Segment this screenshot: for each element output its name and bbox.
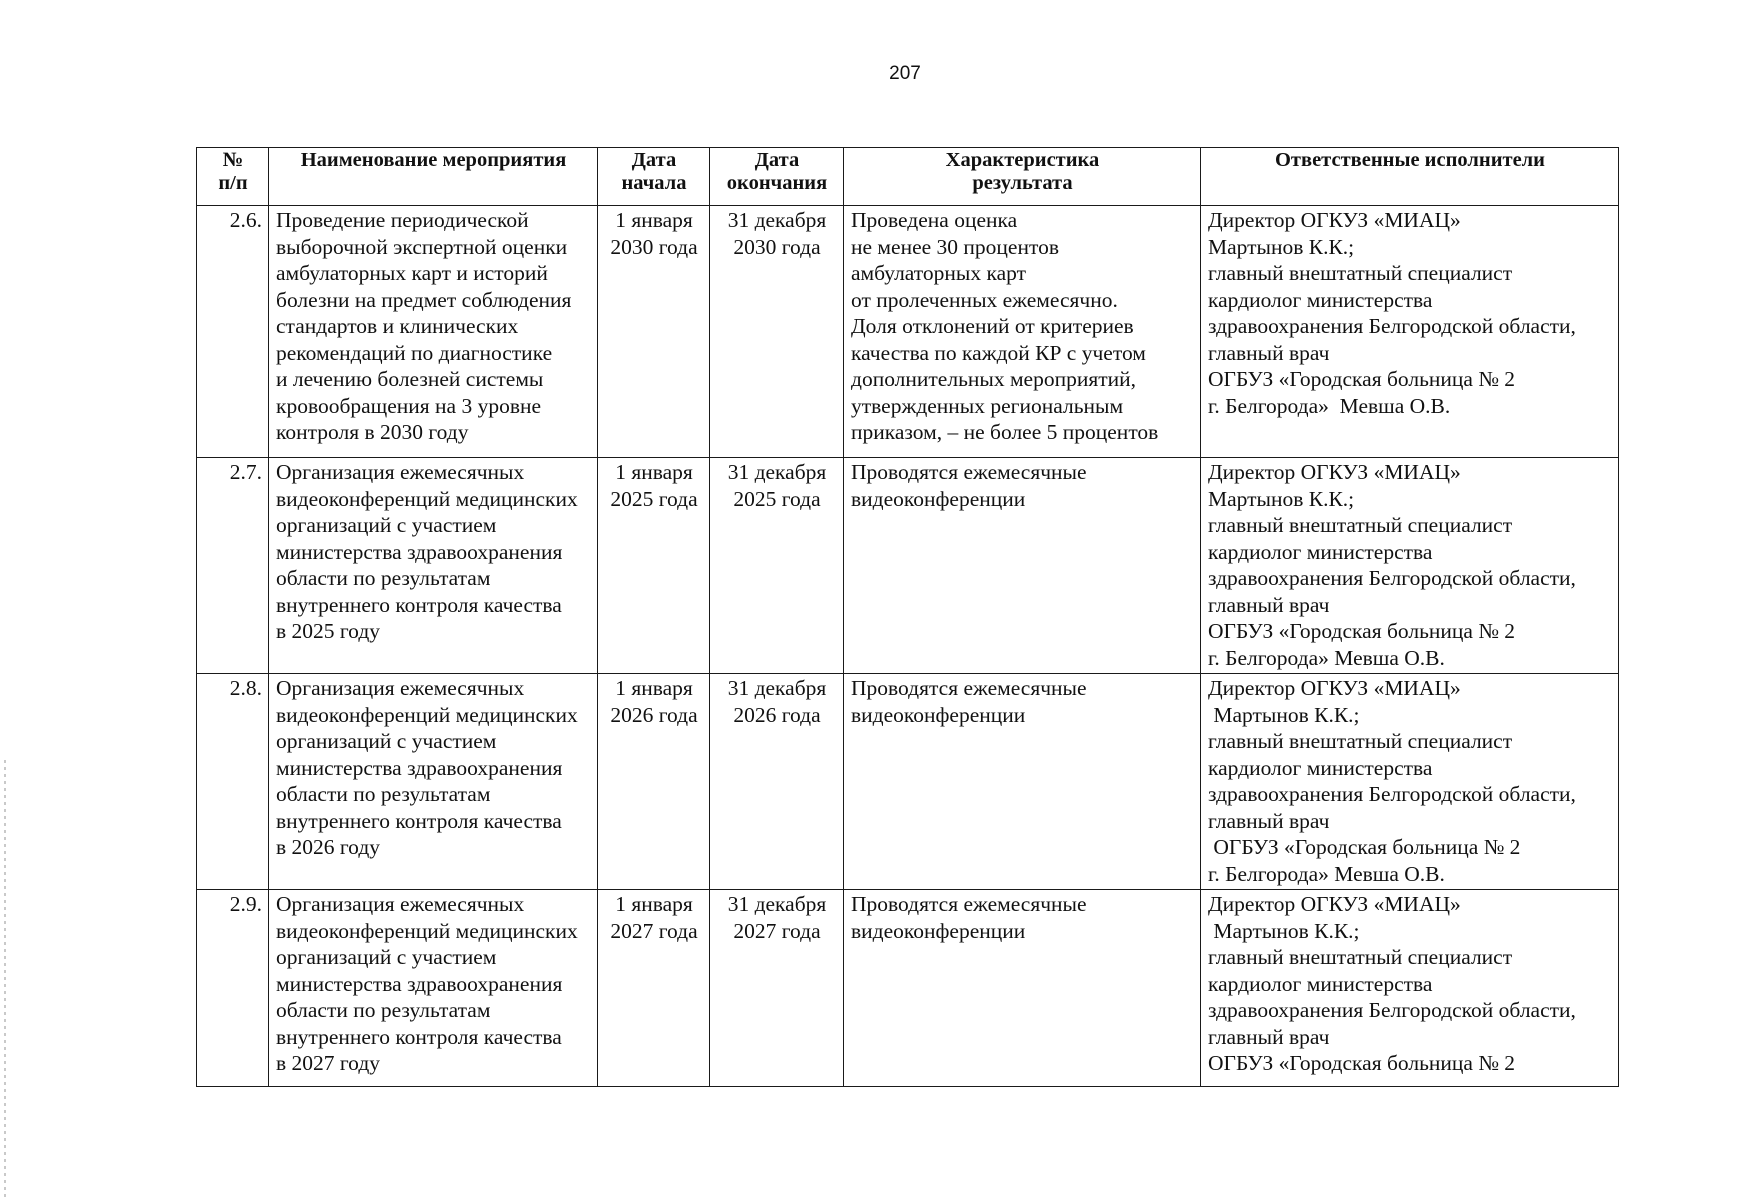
text-line: организаций с участием (276, 513, 497, 537)
text-line: качества по каждой КР с учетом (851, 340, 1146, 365)
row-number: 2.9. (197, 890, 269, 1087)
activity-name-cell (269, 674, 598, 890)
header-activity-name (269, 148, 598, 206)
text-line: № (222, 149, 244, 171)
text-line: Характеристика (945, 149, 1100, 171)
text-line: приказом, – не более 5 процентов (851, 420, 1159, 444)
end-date-cell (710, 206, 844, 458)
text-line: г. Белгорода» Мевша О.В. (1208, 861, 1445, 886)
text-line: внутреннего контроля качества (276, 592, 562, 617)
text-line: Директор ОГКУЗ «МИАЦ» (1208, 460, 1461, 484)
activity-name-cell (269, 206, 598, 458)
responsible-cell (1201, 206, 1619, 458)
text-line: 2026 года (733, 702, 821, 727)
text-line: видеоконференции (851, 918, 1026, 943)
text-line: 2025 года (733, 486, 821, 511)
text-line: главный врач (1208, 1024, 1330, 1049)
table-header-row (197, 148, 1619, 206)
text-line: Проводятся ежемесячные (851, 892, 1087, 916)
text-line: Ответственные исполнители (1274, 149, 1545, 171)
text-line: 1 января (615, 676, 693, 700)
text-line: Организация ежемесячных (276, 460, 525, 484)
responsible-cell (1201, 890, 1619, 1087)
text-line: Проведение периодической (276, 208, 529, 232)
text-line: Мартынов К.К.; (1208, 234, 1355, 259)
text-line: главный врач (1208, 592, 1330, 617)
text-line: 2027 года (610, 918, 698, 943)
text-line: рекомендаций по диагностике (276, 340, 553, 365)
text-line: 2025 года (610, 486, 698, 511)
text-line: в 2026 году (276, 835, 381, 859)
text-line: 31 декабря (727, 208, 827, 232)
text-line: начала (621, 172, 687, 194)
text-line: министерства здравоохранения (276, 539, 563, 564)
text-line: болезни на предмет соблюдения (276, 287, 572, 312)
text-line: не менее 30 процентов (851, 234, 1059, 259)
text-line: выборочной экспертной оценки (276, 234, 568, 259)
text-line: Директор ОГКУЗ «МИАЦ» (1208, 676, 1461, 700)
text-line: здравоохранения Белгородской области, (1208, 566, 1576, 590)
text-line: амбулаторных карт (851, 261, 1027, 285)
text-line: Мартынов К.К.; (1208, 918, 1360, 943)
text-line: ОГБУЗ «Городская больница № 2 (1208, 619, 1515, 643)
text-line: 31 декабря (727, 460, 827, 484)
text-line: Проводятся ежемесячные (851, 460, 1087, 484)
text-line: г. Белгорода» Мевша О.В. (1208, 393, 1451, 418)
text-line: 1 января (615, 208, 693, 232)
text-line: кардиолог министерства (1208, 539, 1433, 564)
text-line: г. Белгорода» Мевша О.В. (1208, 645, 1445, 670)
header-responsible (1201, 148, 1619, 206)
text-line: ОГБУЗ «Городская больница № 2 (1208, 367, 1515, 391)
header-start-date (598, 148, 710, 206)
text-line: Директор ОГКУЗ «МИАЦ» (1208, 892, 1461, 916)
end-date-cell (710, 458, 844, 674)
text-line: здравоохранения Белгородской области, (1208, 998, 1576, 1022)
text-line: Наименование мероприятия (300, 149, 567, 171)
header-result (844, 148, 1201, 206)
table-row (197, 674, 1619, 890)
text-line: и лечению болезней системы (276, 367, 544, 391)
header-end-date (710, 148, 844, 206)
text-line: в 2027 году (276, 1051, 381, 1075)
text-line: ОГБУЗ «Городская больница № 2 (1208, 1051, 1515, 1075)
text-line: организаций с участием (276, 729, 497, 753)
start-date-cell (598, 890, 710, 1087)
text-line: здравоохранения Белгородской области, (1208, 314, 1576, 338)
text-line: окончания (726, 172, 828, 194)
start-date-cell (598, 206, 710, 458)
text-line: дополнительных мероприятий, (851, 367, 1137, 391)
text-line: министерства здравоохранения (276, 755, 563, 780)
text-line: Организация ежемесячных (276, 892, 525, 916)
text-line: кардиолог министерства (1208, 755, 1433, 780)
text-line: видеоконференций медицинских (276, 486, 578, 511)
result-cell (844, 458, 1201, 674)
text-line: организаций с участием (276, 945, 497, 969)
text-line: Организация ежемесячных (276, 676, 525, 700)
text-line: 2027 года (733, 918, 821, 943)
responsible-cell (1201, 458, 1619, 674)
table-row (197, 206, 1619, 458)
text-line: Дата (754, 149, 800, 171)
text-line: главный врач (1208, 808, 1330, 833)
text-line: 2030 года (733, 234, 821, 259)
text-line: области по результатам (276, 782, 491, 806)
start-date-cell (598, 674, 710, 890)
activities-table (196, 147, 1619, 1087)
text-line: 1 января (615, 460, 693, 484)
table-row (197, 890, 1619, 1087)
header-number (197, 148, 269, 206)
row-number: 2.7. (197, 458, 269, 674)
text-line: 31 декабря (727, 892, 827, 916)
text-line: главный врач (1208, 340, 1330, 365)
text-line: от пролеченных ежемесячно. (851, 287, 1118, 312)
text-line: области по результатам (276, 566, 491, 590)
text-line: 2030 года (610, 234, 698, 259)
text-line: главный внештатный специалист (1208, 513, 1513, 537)
text-line: Мартынов К.К.; (1208, 702, 1360, 727)
text-line: видеоконференции (851, 486, 1026, 511)
text-line: кардиолог министерства (1208, 287, 1433, 312)
text-line: 2026 года (610, 702, 698, 727)
text-line: министерства здравоохранения (276, 971, 563, 996)
text-line: видеоконференций медицинских (276, 918, 578, 943)
result-cell (844, 674, 1201, 890)
text-line: п/п (218, 172, 248, 194)
result-cell (844, 206, 1201, 458)
text-line: главный внештатный специалист (1208, 945, 1513, 969)
text-line: кардиолог министерства (1208, 971, 1433, 996)
end-date-cell (710, 674, 844, 890)
start-date-cell (598, 458, 710, 674)
activity-name-cell (269, 890, 598, 1087)
text-line: 1 января (615, 892, 693, 916)
text-line: внутреннего контроля качества (276, 1024, 562, 1049)
text-line: видеоконференции (851, 702, 1026, 727)
text-line: в 2025 году (276, 619, 381, 643)
text-line: амбулаторных карт и историй (276, 261, 548, 285)
text-line: стандартов и клинических (276, 314, 519, 338)
result-cell (844, 890, 1201, 1087)
responsible-cell (1201, 674, 1619, 890)
table-row (197, 458, 1619, 674)
text-line: 31 декабря (727, 676, 827, 700)
activity-name-cell (269, 458, 598, 674)
text-line: Дата (631, 149, 677, 171)
text-line: области по результатам (276, 998, 491, 1022)
row-number: 2.8. (197, 674, 269, 890)
text-line: видеоконференций медицинских (276, 702, 578, 727)
text-line: результата (972, 172, 1073, 194)
text-line: внутреннего контроля качества (276, 808, 562, 833)
text-line: Доля отклонений от критериев (851, 314, 1134, 338)
text-line: Проведена оценка (851, 208, 1018, 232)
text-line: Проводятся ежемесячные (851, 676, 1087, 700)
text-line: здравоохранения Белгородской области, (1208, 782, 1576, 806)
row-number: 2.6. (197, 206, 269, 458)
text-line: главный внештатный специалист (1208, 261, 1513, 285)
scan-edge-artifact (4, 760, 6, 1200)
page-number: 207 (889, 63, 921, 84)
text-line: Мартынов К.К.; (1208, 486, 1355, 511)
text-line: контроля в 2030 году (276, 420, 469, 444)
text-line: кровообращения на 3 уровне (276, 393, 542, 418)
text-line: главный внештатный специалист (1208, 729, 1513, 753)
end-date-cell (710, 890, 844, 1087)
text-line: Директор ОГКУЗ «МИАЦ» (1208, 208, 1461, 232)
text-line: утвержденных региональным (851, 393, 1124, 418)
text-line: ОГБУЗ «Городская больница № 2 (1208, 835, 1521, 859)
